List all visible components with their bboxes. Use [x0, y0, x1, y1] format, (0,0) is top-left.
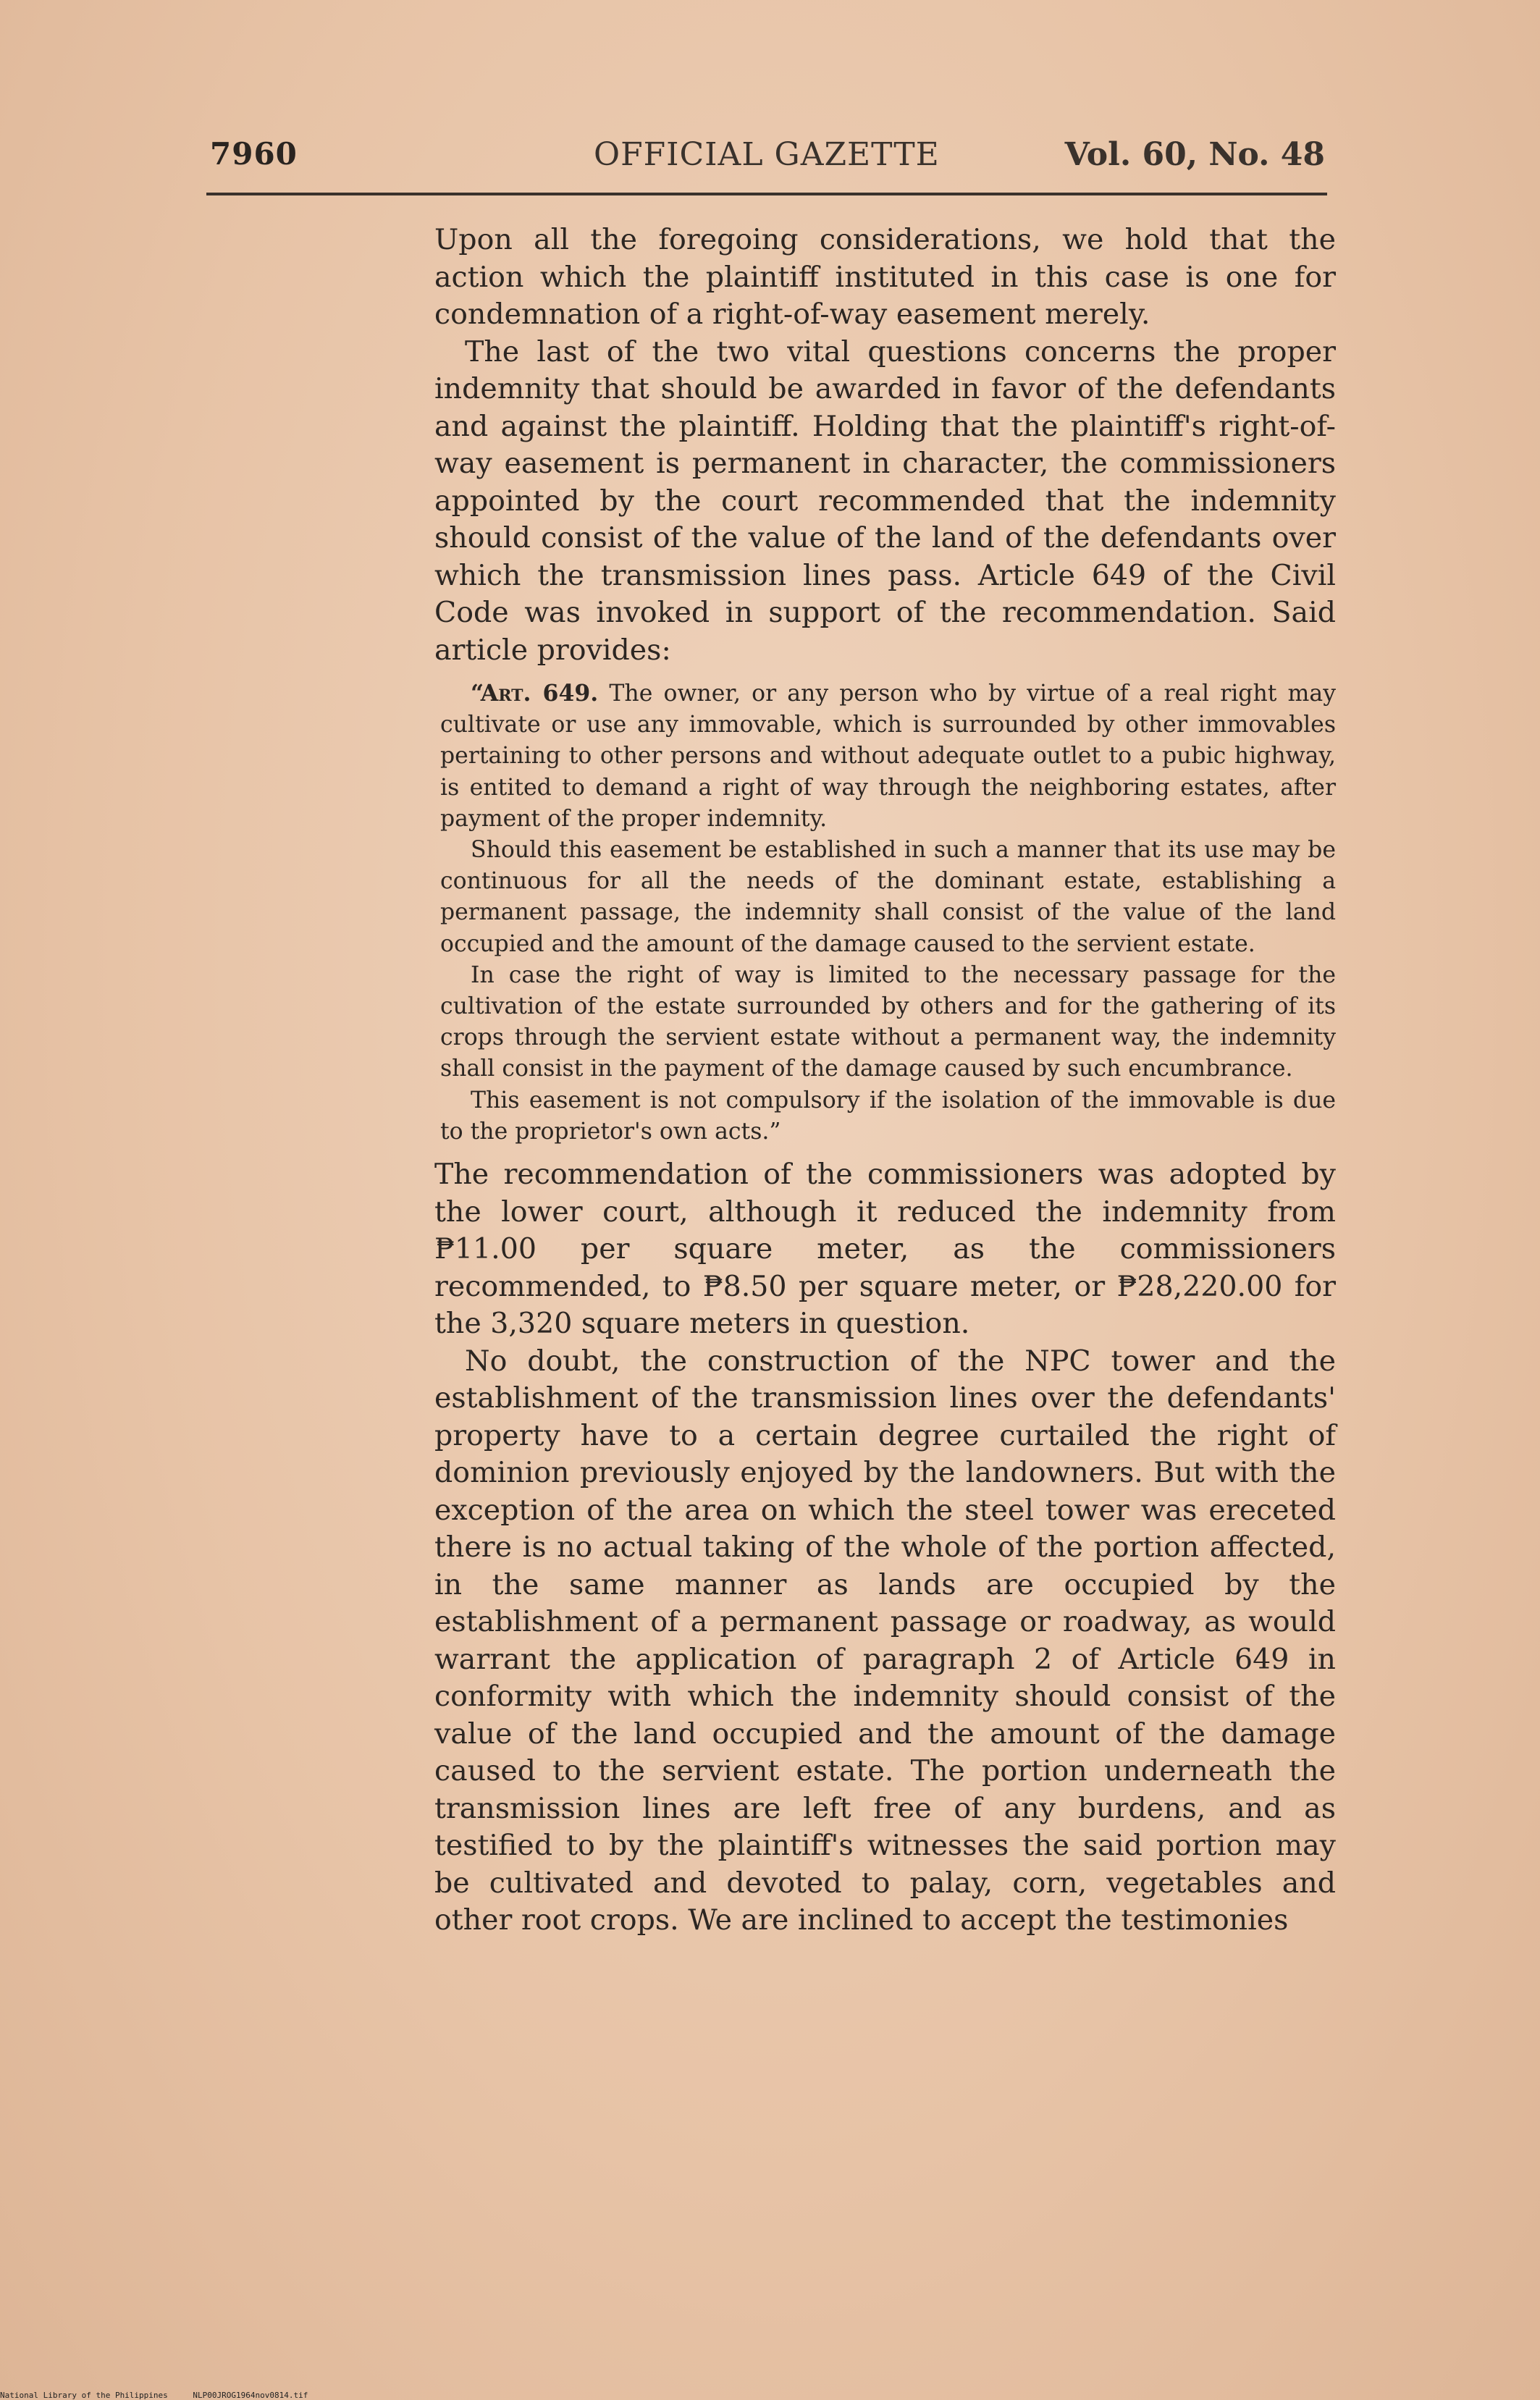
article-label: “Art. 649.: [471, 680, 599, 707]
volume-issue: Vol. 60, No. 48: [1064, 136, 1325, 173]
quote-paragraph-1: [440, 678, 1336, 835]
quote-text-1: The owner, or any person who by virtue of a real right may cultivate or use any immovable, which is surrounded by other immovables pertaining to other persons and without adequate outlet to a pubic highway, is entited to demand a right of way through the neighboring estates, after payment of the proper indemnity.: [440, 681, 1336, 832]
paragraph-4: No doubt, the construction of the NPC tower and the establishment of the transmission lines over the defendants' property have to a certain degree curtailed the right of dominion previously enjoyed by the landowners. But with the exception of the area on which the steel tower was ereceted there is no actual taking of the whole of the portion affected, in the same manner as lands are occupied by the establishment of a permanent passage or roadway, as would warrant the application of paragraph 2 of Article 649 in conformity with which the indemnity should consist of the value of the land occupied and the amount of the damage caused to the servient estate. The portion underneath the transmission lines are left free of any burdens, and as testified to by the plaintiff's witnesses the said portion may be cultivated and devoted to palay, corn, vegetables and other root crops. We are inclined to accept the testimonies: [434, 1344, 1336, 1937]
publication-title: OFFICIAL GAZETTE: [594, 136, 940, 173]
page-header: [210, 136, 1325, 180]
article-body: [434, 222, 1336, 1940]
footer-source: National Library of the Philippines: [0, 2391, 168, 2400]
quote-paragraph-3: In case the right of way is limited to the necessary passage for the cultivation of the estate surrounded by others and for the gathering of its crops through the servient estate without a permanent way, the indemnity shall consist in the payment of the damage caused by such encumbrance.: [440, 961, 1336, 1082]
header-rule: [206, 193, 1327, 195]
page-number: 7960: [210, 136, 298, 172]
scan-footer: [0, 2391, 328, 2400]
paragraph-2: The last of the two vital questions concerns the proper indemnity that should be awarded in favor of the defendants and against the plaintiff. Holding that the plaintiff's right-of-way easement is permanent in character, the commissioners appointed by the court recommended that the indemnity should consist of the value of the land of the defendants over which the transmission lines pass. Article 649 of the Civil Code was invoked in support of the recommendation. Said article provides:: [434, 334, 1336, 667]
quote-paragraph-2: Should this easement be established in such a manner that its use may be continuous for all the needs of the dominant estate, establishing a permanent passage, the indemnity shall consist of the value of the land occupied and the amount of the damage caused to the servient estate.: [440, 837, 1336, 957]
quoted-article-649: [440, 678, 1336, 1148]
paragraph-3: The recommendation of the commissioners was adopted by the lower court, although it reduced the indemnity from ₱11.00 per square meter, as the commissioners recommended, to ₱8.50 per square meter, or ₱28,220.00 for the 3,320 square meters in question.: [434, 1158, 1336, 1341]
quote-paragraph-4: This easement is not compulsory if the isolation of the immovable is due to the proprietor's own acts.”: [440, 1087, 1336, 1145]
footer-file: NLP00JROG1964nov0814.tif: [193, 2391, 308, 2400]
paragraph-1: Upon all the foregoing considerations, we hold that the action which the plaintiff instituted in this case is one for condemnation of a right-of-way easement merely.: [434, 223, 1336, 331]
